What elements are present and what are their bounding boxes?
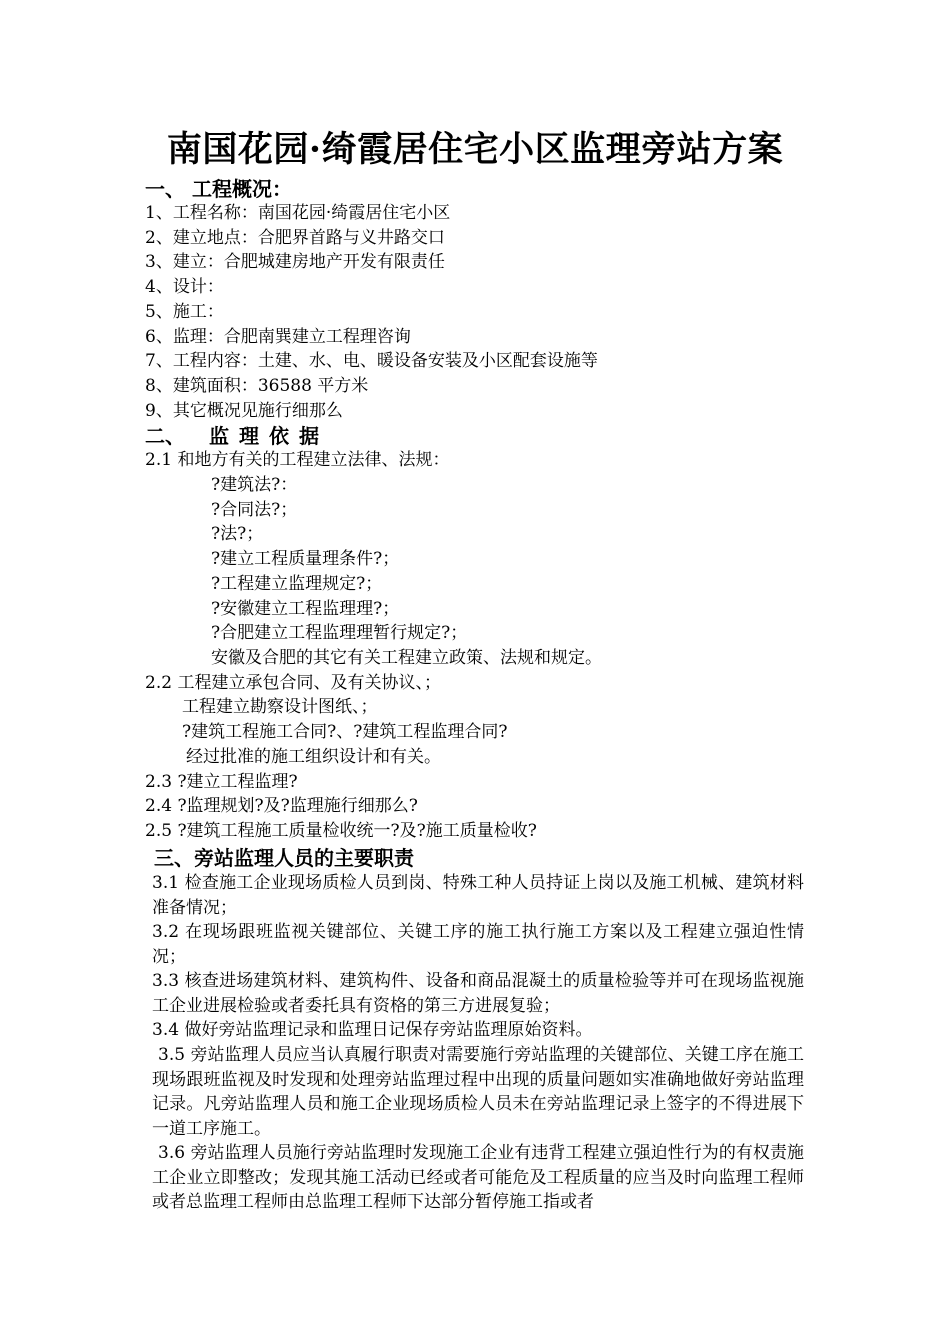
- sec3-p34: 3.4 做好旁站监理记录和监理日记保存旁站监理原始资料。: [152, 1020, 593, 1040]
- sec2-p22-sub-1: 工程建立勘察设计图纸、；: [182, 697, 378, 717]
- sec3-p31: 3.1 检查施工企业现场质检人员到岗、特殊工种人员持证上岗以及施工机械、建筑材料准备情况；: [152, 873, 804, 918]
- sec2-p22-sub-2: ?建筑工程施工合同?、?建筑工程监理合同?: [182, 722, 508, 742]
- sec2-p22: 2.2 工程建立承包合同、及有关协议、；: [145, 673, 441, 693]
- sec2-p24: 2.4 ?监理规划?及?监理施行细那么?: [145, 796, 418, 816]
- section-2-title: 监理依据: [209, 424, 329, 448]
- law-item-2: ?合同法?；: [211, 500, 298, 520]
- sec2-p22-sub-3: 经过批准的施工组织设计和有关。: [186, 747, 441, 767]
- sec3-p32: 3.2 在现场跟班监视关键部位、关键工序的施工执行施工方案以及工程建立强迫性情况；: [152, 922, 804, 967]
- document-title: 南国花园·绮霞居住宅小区监理旁站方案: [166, 129, 784, 170]
- sec1-item-9: 9、其它概况见施行细那么: [145, 401, 343, 421]
- sec3-p33: 3.3 核查进场建筑材料、建筑构件、设备和商品混凝土的质量检验等并可在现场监视施工企业进展检验或者委托具有资格的第三方进展复验；: [152, 971, 804, 1016]
- sec1-item-8: 8、建筑面积：36588 平方米: [145, 376, 369, 396]
- law-item-5: ?工程建立监理规定?；: [211, 574, 383, 594]
- law-item-3: ?法?；: [211, 524, 264, 544]
- sec2-p23: 2.3 ?建立工程监理?: [145, 772, 298, 792]
- sec3-p36: 3.6 旁站监理人员施行旁站监理时发现施工企业有违背工程建立强迫性行为的有权责施工企业立即整改；发现其施工活动已经或者可能危及工程质量的应当及时向监理工程师或者总监理工程师由总监理工程师下达部分暂停施工指或者: [152, 1143, 804, 1212]
- sec2-p25: 2.5 ?建筑工程施工质量检收统一?及?施工质量检收?: [145, 821, 537, 841]
- sec2-p21: 2.1 和地方有关的工程建立法律、法规：: [145, 450, 450, 470]
- section-2-number: 二、: [145, 424, 185, 448]
- section-1-heading: 一、 工程概况：: [145, 177, 292, 201]
- sec3-p35: 3.5 旁站监理人员应当认真履行职责对需要施行旁站监理的关键部位、关键工序在施工现场跟班监视及时发现和处理旁站监理过程中出现的质量问题如实准确地做好旁站监理记录。凡旁站监理人员和施工企业现场质检人员未在旁站监理记录上签字的不得进展下一道工序施工。: [152, 1045, 804, 1139]
- law-item-4: ?建立工程质量理条件?；: [211, 549, 400, 569]
- law-item-8: 安徽及合肥的其它有关工程建立政策、法规和规定。: [211, 648, 602, 668]
- sec1-item-5: 5、施工：: [145, 302, 224, 322]
- law-item-1: ?建筑法?：: [211, 475, 298, 495]
- sec1-item-2: 2、建立地点：合肥界首路与义井路交口: [145, 228, 445, 248]
- sec1-item-3: 3、建立：合肥城建房地产开发有限责任: [145, 252, 445, 272]
- sec1-item-4: 4、设计：: [145, 277, 224, 297]
- law-item-6: ?安徽建立工程监理理?；: [211, 599, 400, 619]
- law-item-7: ?合肥建立工程监理理暂行规定?；: [211, 623, 468, 643]
- sec1-item-1: 1、工程名称：南国花园·绮霞居住宅小区: [145, 203, 451, 223]
- section-3-heading: 三、旁站监理人员的主要职责: [154, 846, 414, 870]
- sec1-item-6: 6、监理：合肥南巽建立工程理咨询: [145, 327, 411, 347]
- sec1-item-7: 7、工程内容：土建、水、电、暖设备安装及小区配套设施等: [145, 351, 598, 371]
- section-2-heading: [145, 423, 329, 449]
